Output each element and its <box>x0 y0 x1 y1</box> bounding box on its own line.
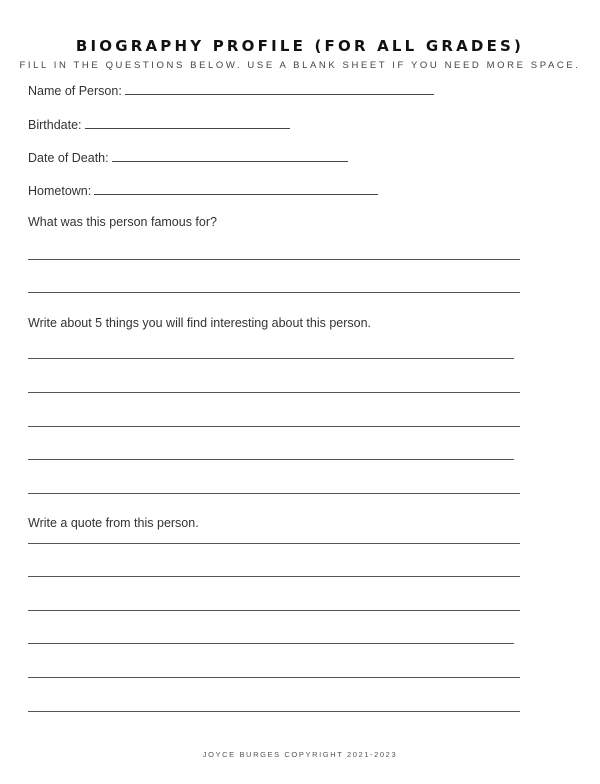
quote-answer-line-1[interactable] <box>28 543 520 544</box>
quote-answer-line-4[interactable] <box>28 643 514 644</box>
five-things-answer-line-2[interactable] <box>28 392 520 393</box>
five-things-answer-line-4[interactable] <box>28 459 514 460</box>
five-things-question: Write about 5 things you will find interesting about this person. <box>28 316 372 330</box>
famous-for-answer-line-1[interactable] <box>28 259 520 260</box>
date-of-death-blank[interactable] <box>112 149 348 162</box>
famous-for-question: What was this person famous for? <box>28 215 217 229</box>
name-of-person-blank[interactable] <box>125 82 434 95</box>
birthdate-blank[interactable] <box>85 116 290 129</box>
quote-question: Write a quote from this person. <box>28 516 199 530</box>
hometown-label: Hometown: <box>28 184 92 198</box>
date-of-death-label: Date of Death: <box>28 151 109 165</box>
birthdate-field <box>28 116 290 132</box>
quote-answer-line-3[interactable] <box>28 610 520 611</box>
birthdate-label: Birthdate: <box>28 118 82 132</box>
quote-answer-line-6[interactable] <box>28 711 520 712</box>
five-things-answer-line-5[interactable] <box>28 493 520 494</box>
quote-answer-line-2[interactable] <box>28 576 520 577</box>
page-title: BIOGRAPHY PROFILE (FOR ALL GRADES) <box>75 37 525 55</box>
famous-for-answer-line-2[interactable] <box>28 292 520 293</box>
hometown-field <box>28 182 378 198</box>
quote-answer-line-5[interactable] <box>28 677 520 678</box>
hometown-blank[interactable] <box>94 182 378 195</box>
page-instructions: FILL IN THE QUESTIONS BELOW. USE A BLANK SHEET IF YOU NEED MORE SPACE. <box>19 60 581 71</box>
copyright-footer: JOYCE BURGES COPYRIGHT 2021-2023 <box>202 750 398 759</box>
date-of-death-field <box>28 149 348 165</box>
name-of-person-field <box>28 82 434 98</box>
five-things-answer-line-3[interactable] <box>28 426 520 427</box>
name-of-person-label: Name of Person: <box>28 84 122 98</box>
five-things-answer-line-1[interactable] <box>28 358 514 359</box>
